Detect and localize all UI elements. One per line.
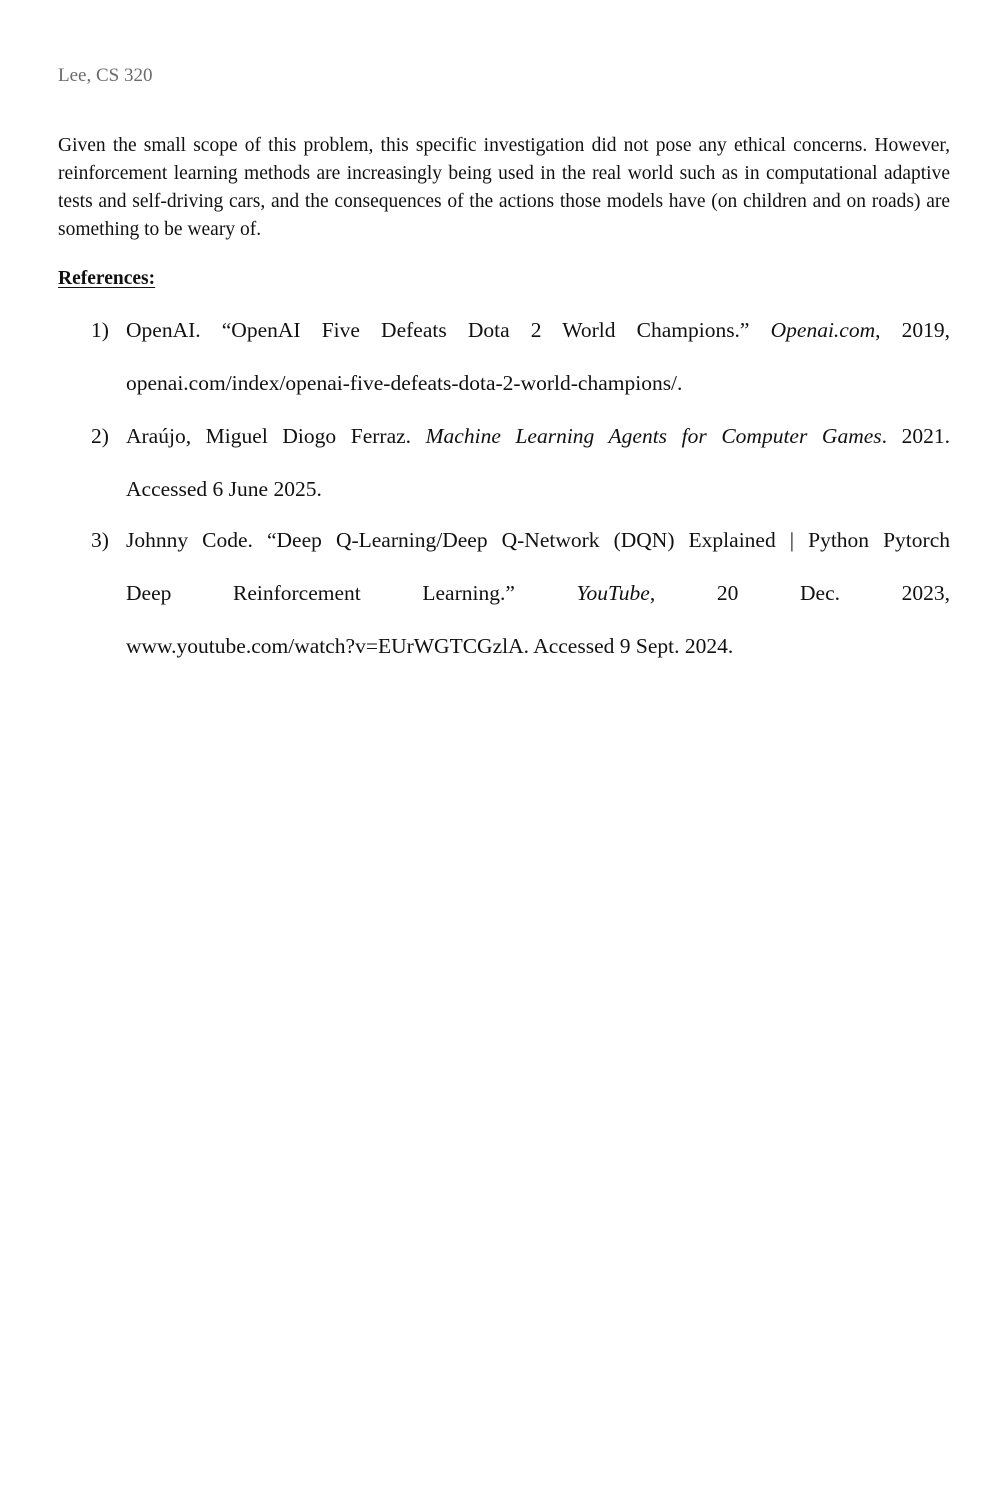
reference-source: Openai.com (770, 318, 876, 342)
reference-item (91, 410, 950, 516)
reference-accessed: Accessed 6 June 2025. (126, 477, 322, 501)
reference-pre: Araújo, Miguel Diogo Ferraz. (126, 424, 412, 448)
reference-line (126, 410, 950, 463)
reference-number: 2) (91, 424, 109, 448)
reference-text (126, 304, 950, 410)
reference-line: Johnny Code. “Deep Q-Learning/Deep Q-Network (DQN) Explained | Python Pytorch (126, 528, 950, 552)
reference-text (126, 514, 950, 673)
reference-url[interactable]: openai.com/index/openai-five-defeats-dota-2-world-champions/. (126, 371, 683, 395)
running-head: Lee, CS 320 (58, 65, 153, 86)
reference-line (126, 567, 950, 620)
reference-pre: Deep Reinforcement Learning.” (126, 581, 515, 605)
reference-item (91, 514, 950, 673)
reference-post: , 20 Dec. 2023, (649, 581, 950, 605)
reference-line (126, 304, 950, 357)
reference-source: YouTube (576, 581, 650, 605)
reference-source: Machine Learning Agents for Computer Games (425, 424, 882, 448)
reference-pre: OpenAI. “OpenAI Five Defeats Dota 2 World Champions.” (126, 318, 750, 342)
references-heading: References: (58, 268, 156, 289)
reference-number: 1) (91, 318, 109, 342)
reference-number: 3) (91, 528, 109, 552)
reference-url[interactable]: www.youtube.com/watch?v=EUrWGTCGzlA. Accessed 9 Sept. 2024. (126, 634, 734, 658)
reference-post: . 2021. (881, 424, 951, 448)
reference-item (91, 304, 950, 410)
body-paragraph: Given the small scope of this problem, this specific investigation did not pose any ethical concerns. However, reinforcement learning methods are increasingly being used in the real world such as in computational adaptive tests and self-driving cars, and the consequences of the actions those models have (on children and on roads) are something to be weary of. (58, 135, 950, 240)
reference-post: , 2019, (875, 318, 951, 342)
reference-text (126, 410, 950, 516)
